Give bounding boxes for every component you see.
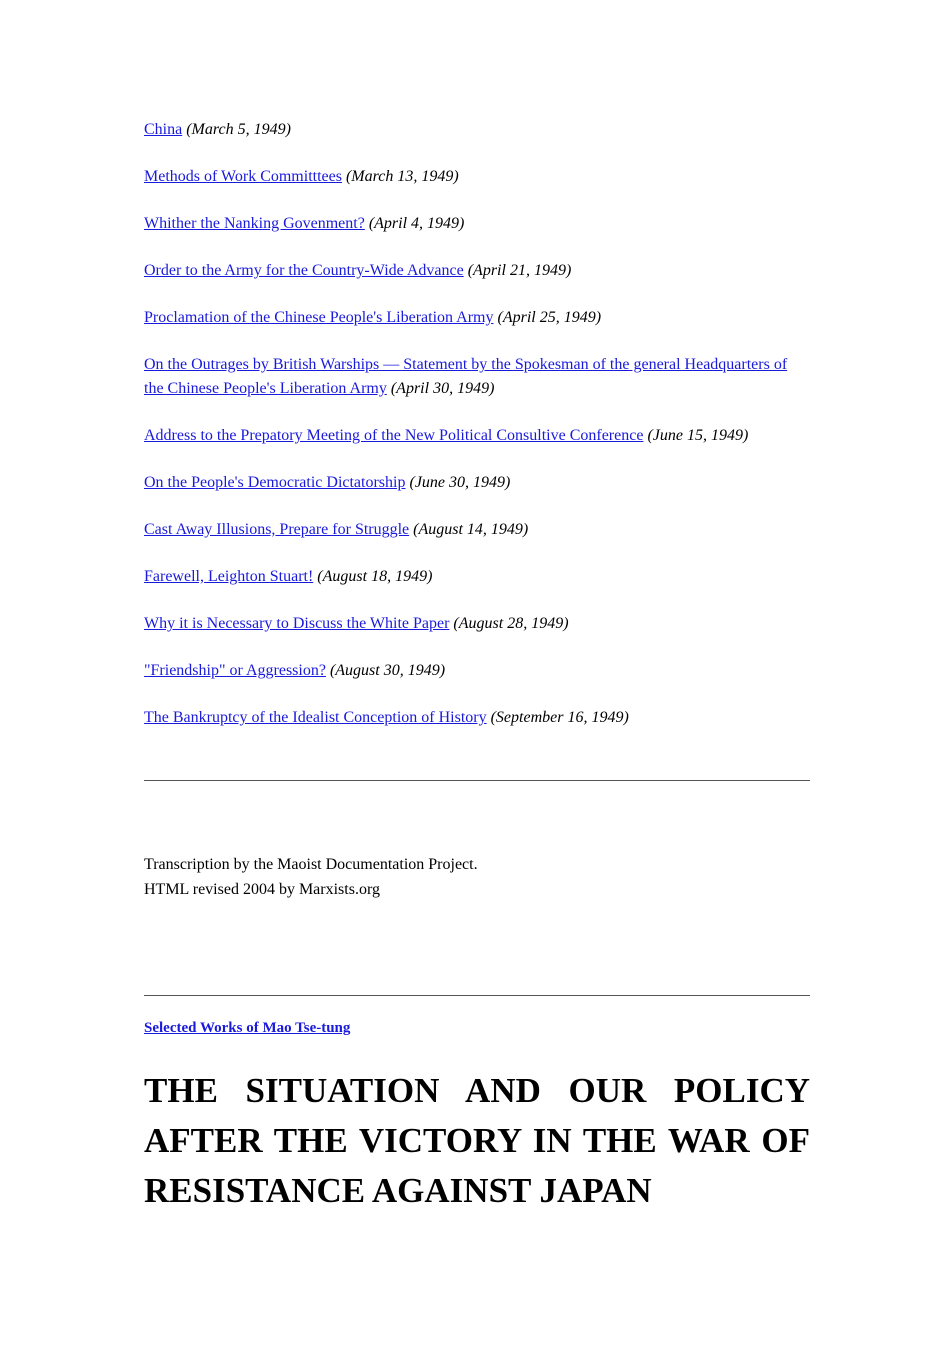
toc-date: (June 30, 1949) xyxy=(409,474,511,491)
article-title: THE SITUATION AND OUR POLICY AFTER THE VICTORY IN THE WAR OF RESISTANCE AGAINST JAPAN xyxy=(144,1071,810,1210)
toc-item xyxy=(144,118,810,142)
table-of-contents xyxy=(144,118,810,753)
toc-date: (March 13, 1949) xyxy=(345,168,459,185)
toc-date: (June 15, 1949) xyxy=(647,427,749,444)
toc-date: (March 5, 1949) xyxy=(186,121,291,138)
toc-date: (August 18, 1949) xyxy=(317,568,433,585)
toc-item xyxy=(144,212,810,236)
toc-item xyxy=(144,518,810,542)
horizontal-divider xyxy=(144,995,810,996)
toc-link[interactable]: China xyxy=(144,121,183,138)
toc-link[interactable]: Proclamation of the Chinese People's Liberation Army xyxy=(144,309,494,326)
toc-date: (August 14, 1949) xyxy=(413,521,529,538)
toc-link[interactable]: Order to the Army for the Country-Wide Advance xyxy=(144,262,464,279)
toc-date: (August 30, 1949) xyxy=(329,662,446,679)
toc-date: (September 16, 1949) xyxy=(490,709,629,726)
transcription-credit: Transcription by the Maoist Documentation Project. xyxy=(144,856,478,873)
toc-link[interactable]: Whither the Nanking Govenment? xyxy=(144,215,365,232)
toc-date: (April 25, 1949) xyxy=(497,309,602,326)
toc-item xyxy=(144,353,810,401)
html-revision-credit: HTML revised 2004 by Marxists.org xyxy=(144,881,380,898)
toc-link[interactable]: Why it is Necessary to Discuss the White Paper xyxy=(144,615,450,632)
toc-link[interactable]: Farewell, Leighton Stuart! xyxy=(144,568,314,585)
toc-link[interactable]: Cast Away Illusions, Prepare for Struggle xyxy=(144,521,410,538)
toc-item xyxy=(144,706,810,730)
toc-item xyxy=(144,165,810,189)
horizontal-divider xyxy=(144,780,810,781)
toc-link[interactable]: The Bankruptcy of the Idealist Conception of History xyxy=(144,709,487,726)
toc-date: (August 28, 1949) xyxy=(453,615,569,632)
credits-block xyxy=(144,852,478,902)
toc-item xyxy=(144,471,810,495)
toc-item xyxy=(144,659,810,683)
toc-item xyxy=(144,424,810,448)
toc-link[interactable]: Address to the Prepatory Meeting of the New Political Consultive Conference xyxy=(144,427,644,444)
toc-date: (April 4, 1949) xyxy=(368,215,465,232)
series-link[interactable]: Selected Works of Mao Tse-tung xyxy=(144,1020,351,1036)
toc-link[interactable]: "Friendship" or Aggression? xyxy=(144,662,326,679)
toc-link[interactable]: Methods of Work Committtees xyxy=(144,168,342,185)
toc-item xyxy=(144,259,810,283)
toc-date: (April 30, 1949) xyxy=(390,380,495,397)
toc-link[interactable]: On the Outrages by British Warships — Statement by the Spokesman of the general Headquarters of the Chinese People's Liberation Army xyxy=(144,356,788,397)
toc-item xyxy=(144,565,810,589)
toc-item xyxy=(144,612,810,636)
toc-item xyxy=(144,306,810,330)
toc-link[interactable]: On the People's Democratic Dictatorship xyxy=(144,474,406,491)
toc-date: (April 21, 1949) xyxy=(467,262,572,279)
